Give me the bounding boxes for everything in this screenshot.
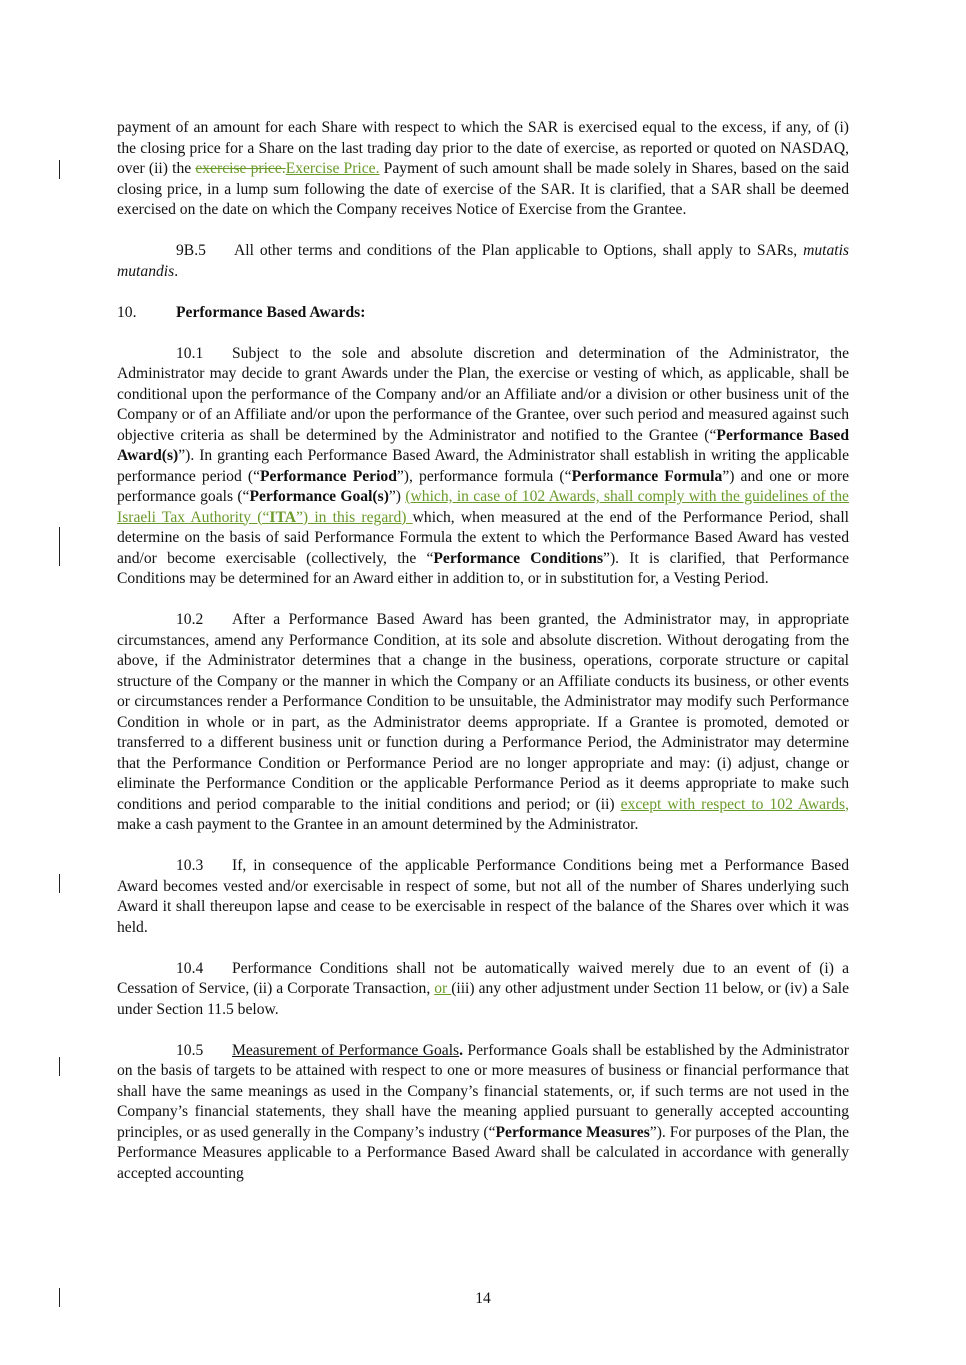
section-title: Performance Based Awards: (176, 303, 366, 321)
change-bar (59, 527, 60, 566)
change-bar (59, 874, 60, 893)
section-number: 10.1 (176, 344, 204, 362)
paragraph-10-5: 10.5 Measurement of Performance Goals. Performance Goals shall be established by the Administrator on the basis of targets to be attained with respect to one or more measures of business or financial performance that shall have the same meanings as used in the Company’s financial statements, or, if such terms are not used in the Company’s financial statements, they shall have the meaning applied pursuant to generally accepted accounting principles, or as used generally in the Company’s industry (“Performance Measures”). For purposes of the Plan, the Performance Measures applicable to a Performance Based Award shall be calculated in accordance with generally accepted accounting (117, 1041, 850, 1182)
section-10-heading (117, 303, 849, 324)
deleted-text: exercise price. (195, 160, 286, 177)
inserted-text: (which, in case of 102 Awards, shall comply with the guidelines of the Israeli Tax Authority (“ITA”) in this regard) (117, 488, 849, 526)
inserted-text: or (434, 980, 452, 997)
section-number: 10.5 (176, 1041, 204, 1059)
paragraph-10-2: 10.2 After a Performance Based Award has been granted, the Administrator may, in appropriate circumstances, amend any Performance Condition, at its sole and absolute discretion. Without derogating from the above, if the Administrator determines that a change in the business, operations, corporate structure or capital structure of the Company or the manner in which the Company or an Affiliate conducts its business, or other events or circumstances render a Performance Condition to be unsuitable, the Administrator may modify such Performance Condition in whole or in part, as the Administrator deems appropriate. If a Grantee is promoted, demoted or transferred to a different business unit or function during a Performance Period, the Administrator may determine that the Performance Condition or Performance Period are no longer appropriate and may: (i) adjust, change or eliminate the Performance Condition or the applicable Performance Period as it deems appropriate to make such conditions and period comparable to the initial conditions and period; or (ii) except with respect to 102 Awards, make a cash payment to the Grantee in an amount determined by the Administrator. (117, 611, 850, 833)
inserted-text: except with respect to 102 Awards, (620, 795, 850, 813)
paragraph-sar-payment: payment of an amount for each Share with respect to which the SAR is exercised equal to the excess, if any, of (i) the closing price for a Share on the last trading day prior to the date of exercise, as reported or quoted on NASDAQ, over (ii) the exercise price.Exercise Price. Payment of such amount shall be made solely in Shares, based on the said closing price, in a lump sum following the date of exercise of the SAR. It is clarified, that a SAR shall be deemed exercised on the date on which the Company receives Notice of Exercise from the Grantee. (117, 119, 849, 218)
paragraph-10-4: 10.4 Performance Conditions shall not be automatically waived merely due to an event of (i) a Cessation of Service, (ii) a Corporate Transaction, or (iii) any other adjustment under Section 11 below, or (iv) a Sale under Section 11.5 below. (117, 959, 850, 1018)
section-number: 10. (117, 303, 137, 321)
change-bar (59, 1057, 60, 1076)
section-number: 9B.5 (176, 242, 206, 259)
page-number: 14 (475, 1290, 491, 1307)
change-bar (59, 160, 60, 179)
paragraph-9b5: 9B.5 All other terms and conditions of the Plan applicable to Options, shall apply to SARs, mutatis mutandis. (117, 242, 849, 280)
document-page (117, 118, 849, 1184)
paragraph-10-3: 10.3 If, in consequence of the applicable Performance Conditions being met a Performance Based Award becomes vested and/or exercisable in respect of some, but not all of the number of Shares underlying such Award it shall thereupon lapse and cease to be exercisable in respect of the balance of the Shares over which it was held. (117, 857, 849, 936)
inserted-text: Exercise Price. (285, 160, 380, 177)
section-number: 10.2 (176, 611, 204, 628)
section-number: 10.4 (176, 959, 204, 977)
paragraph-10-1: 10.1 Subject to the sole and absolute discretion and determination of the Administrator, the Administrator may decide to grant Awards under the Plan, the exercise or vesting of which, as applicable, shall be conditional upon the performance of the Company and/or an Affiliate and/or a division or other business unit of the Company or of an Affiliate and/or upon the performance of the Grantee, over such period and measured against such objective criteria as shall be determined by the Administrator and notified to the Grantee (“Performance Based Award(s)”). In granting each Performance Based Award, the Administrator shall establish in writing the applicable performance period (“Performance Period”), performance formula (“Performance Formula”) and one or more performance goals (“Performance Goal(s)”) (which, in case of 102 Awards, shall comply with the guidelines of the Israeli Tax Authority (“ITA”) in this regard) which, when measured at the end of the Performance Period, shall determine on the basis of said Performance Formula the extent to which the Performance Based Award has vested and/or become exercisable (collectively, the “Performance Conditions”). It is clarified, that Performance Conditions may be determined for an Award either in addition to, or in substitution for, a Vesting Period. (117, 344, 850, 587)
subsection-heading: Measurement of Performance Goals (232, 1041, 460, 1059)
section-number: 10.3 (176, 857, 204, 874)
